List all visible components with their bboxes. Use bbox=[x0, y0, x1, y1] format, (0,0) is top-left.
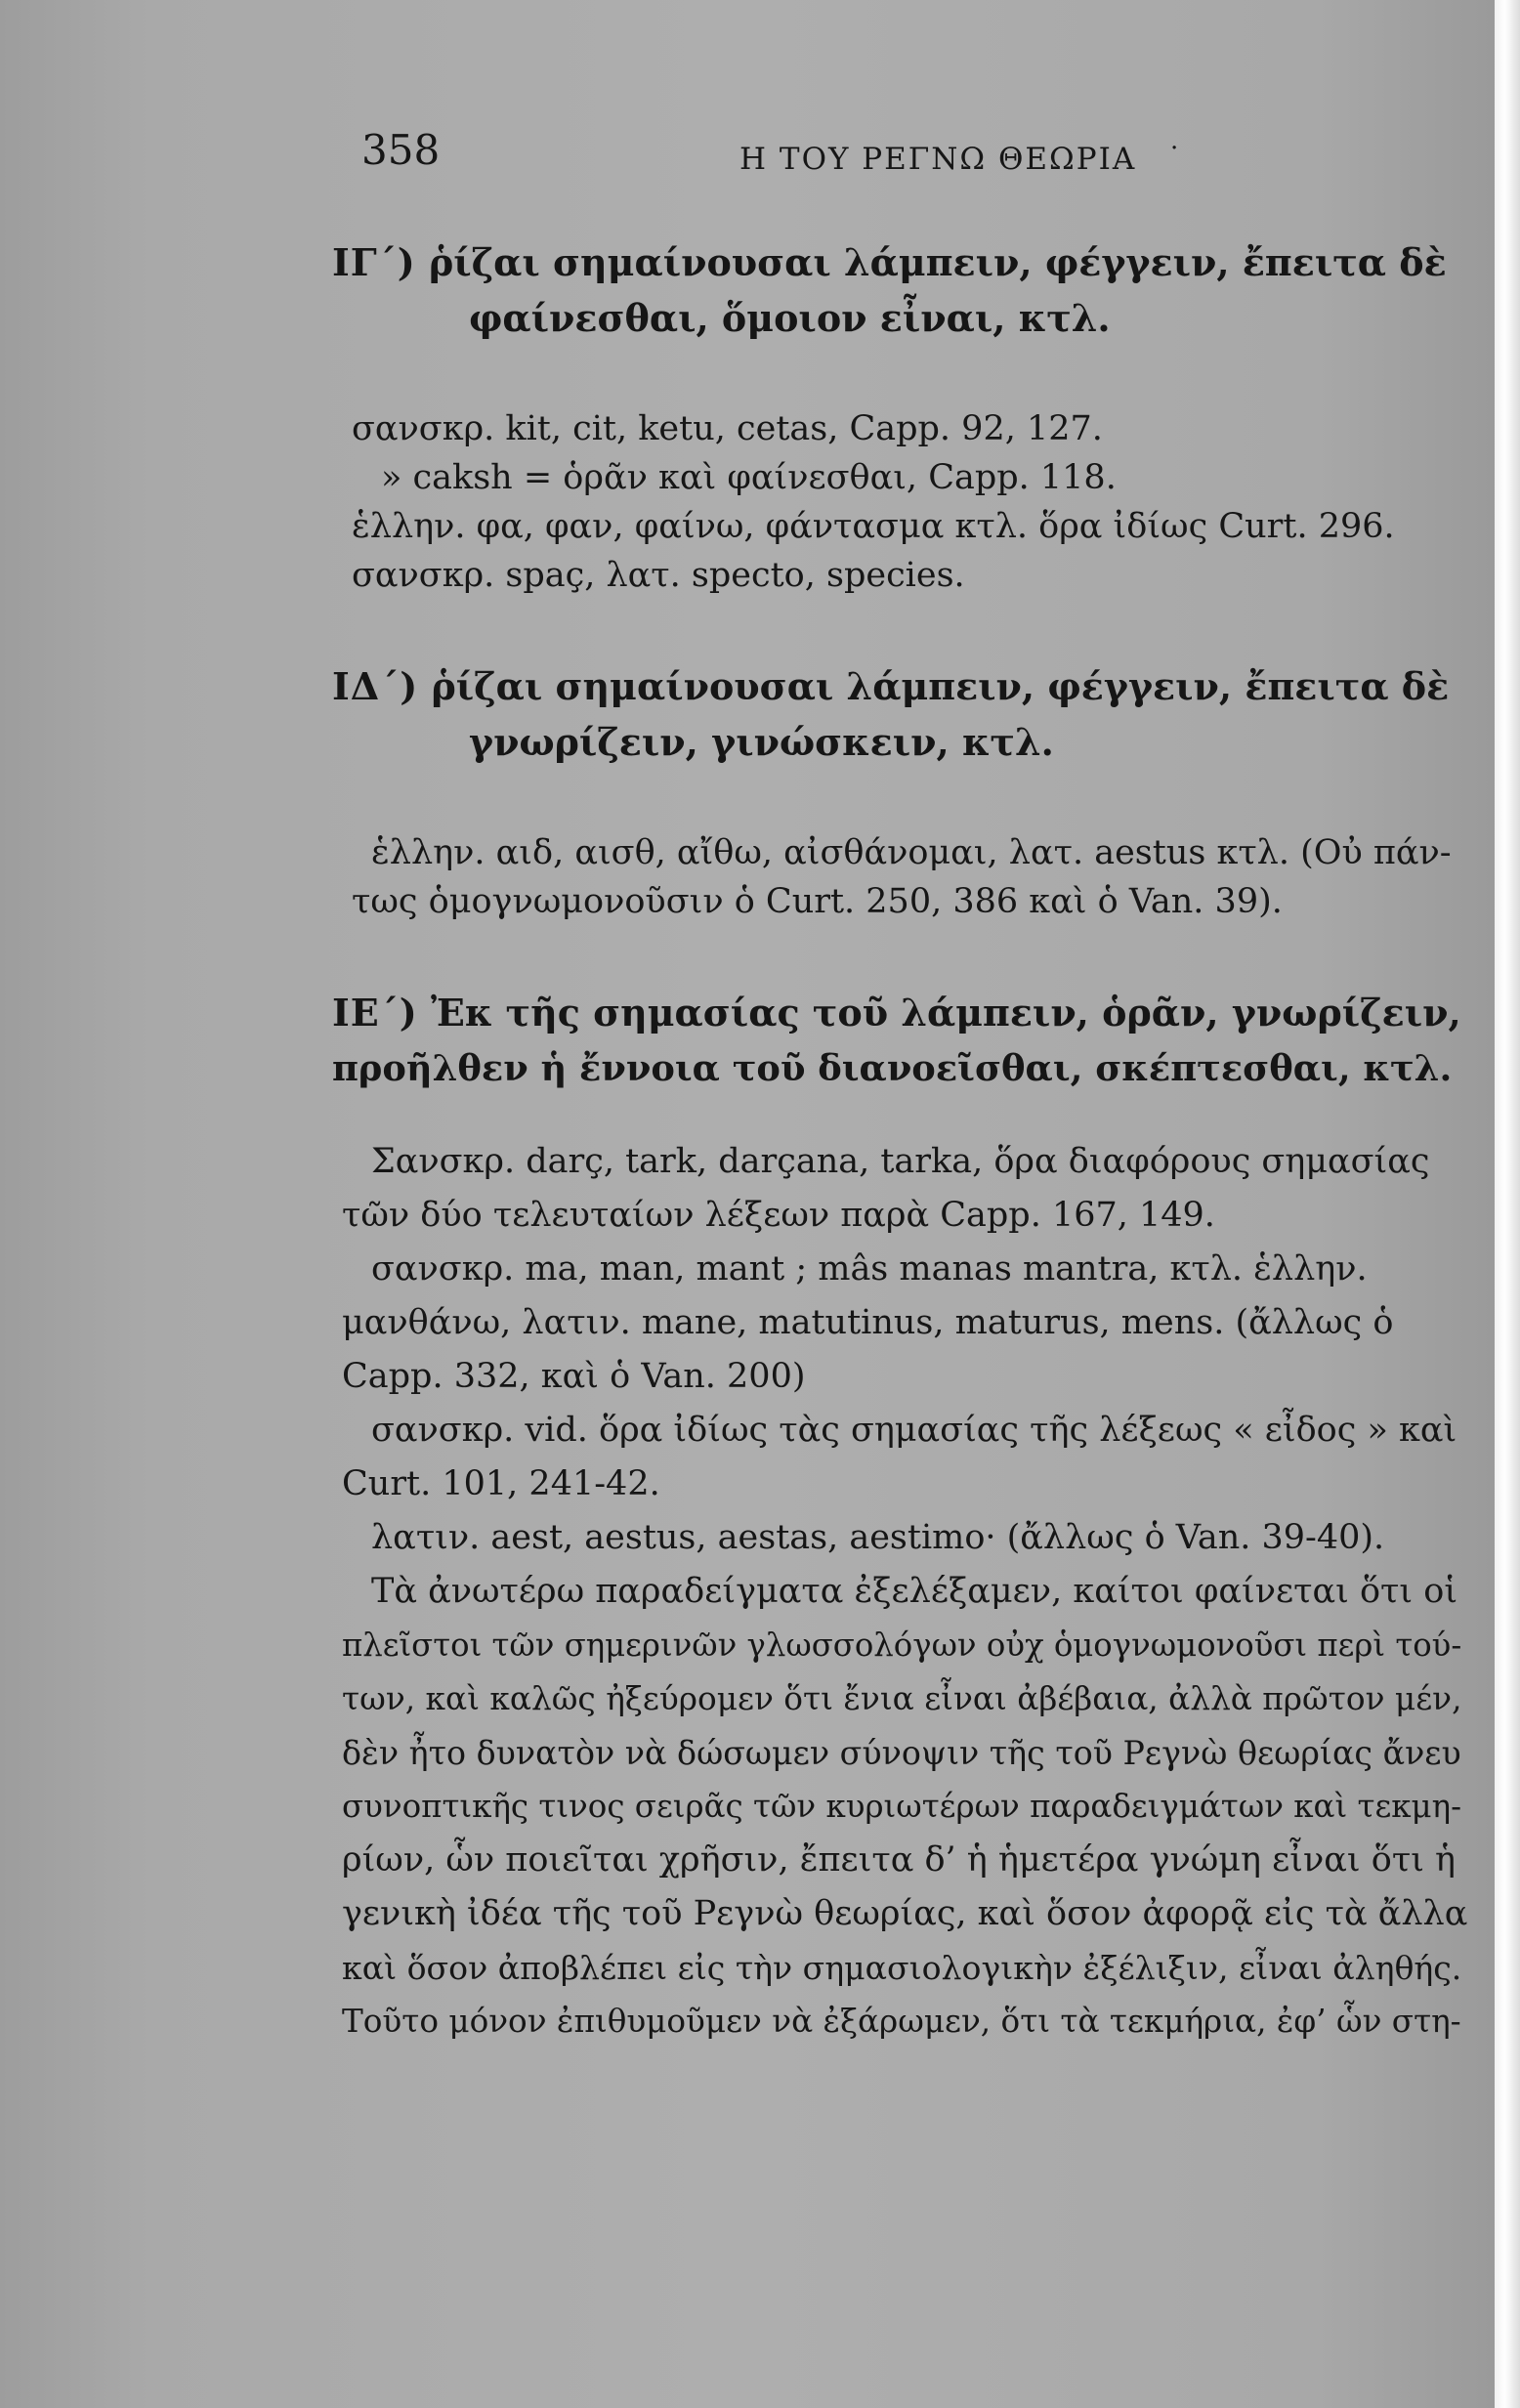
page-body bbox=[332, 234, 1475, 2049]
section-14 bbox=[332, 658, 1475, 926]
body-line: Τὰ ἀνωτέρω παραδείγματα ἐξελέξαμεν, καίτοι φαίνεται ὅτι οἱ bbox=[371, 1572, 1458, 1611]
section-label: ΙΔ΄) bbox=[332, 664, 419, 708]
example-line: ἑλλην. φα, φαν, φαίνω, φάντασμα κτλ. ὅρα ἰδίως Curt. 296. bbox=[352, 507, 1395, 546]
body-line: σανσκρ. ma, man, mant ; mâs manas mantra, κτλ. ἑλλην. bbox=[371, 1249, 1368, 1288]
body-line: ρίων, ὧν ποιεῖται χρῆσιν, ἔπειτα δ’ ἡ ἡμετέρα γνώμη εἶναι ὅτι ἡ bbox=[342, 1840, 1457, 1880]
body-line: Τοῦτο μόνον ἐπιθυμοῦμεν νὰ ἐξάρωμεν, ὅτι τὰ τεκμήρια, ἐφ’ ὧν στη- bbox=[342, 2003, 1461, 2040]
section-13 bbox=[332, 234, 1475, 600]
body-line: γενικὴ ἰδέα τῆς τοῦ Ρεγνὼ θεωρίας, καὶ ὅσον ἀφορᾷ εἰς τὰ ἄλλα bbox=[342, 1894, 1468, 1933]
body-line: σανσκρ. vid. ὅρα ἰδίως τὰς σημασίας τῆς λέξεως « εἶδος » καὶ bbox=[371, 1411, 1457, 1450]
body-line: τῶν δύο τελευταίων λέξεων παρὰ Capp. 167, 149. bbox=[342, 1196, 1215, 1235]
book-spine-edge bbox=[1495, 0, 1520, 2408]
header-mark: · bbox=[1170, 134, 1179, 163]
example-line: ἑλλην. αιδ, αισθ, αἴθω, αἰσθάνομαι, λατ. aestus κτλ. (Οὐ πάν- bbox=[371, 833, 1452, 872]
running-title: Η ΤΟΥ ΡΕΓΝΩ ΘΕΩΡΙΑ bbox=[739, 142, 1137, 177]
example-list bbox=[352, 828, 1475, 926]
section-label: ΙΓ΄) bbox=[332, 240, 416, 284]
page-number: 358 bbox=[361, 126, 441, 174]
body-line: πλεῖστοι τῶν σημερινῶν γλωσσολόγων οὐχ ὁμογνωμονοῦσι περὶ τού- bbox=[342, 1626, 1462, 1664]
body-line: καὶ ὅσον ἀποβλέπει εἰς τὴν σημασιολογικὴν ἐξέλιξιν, εἶναι ἀληθής. bbox=[342, 1949, 1462, 1987]
section-15 bbox=[332, 985, 1475, 2049]
body-line: λατιν. aest, aestus, aestas, aestimo· (ἄλλως ὁ Van. 39-40). bbox=[371, 1518, 1385, 1557]
heading-line: Ἐκ τῆς σημασίας τοῦ λάμπειν, ὁρᾶν, γνωρίζειν, bbox=[430, 991, 1461, 1035]
page-header bbox=[0, 122, 1495, 190]
body-line: Σανσκρ. darç, tark, darçana, tarka, ὅρα διαφόρους σημασίας bbox=[371, 1142, 1430, 1181]
heading-line: φαίνεσθαι, ὅμοιον εἶναι, κτλ. bbox=[469, 296, 1111, 340]
heading-line: προῆλθεν ἡ ἔννοια τοῦ διανοεῖσθαι, σκέπτεσθαι, κτλ. bbox=[332, 1046, 1453, 1089]
section-body bbox=[342, 1135, 1475, 2049]
example-line: σανσκρ. kit, cit, ketu, cetas, Capp. 92, 127. bbox=[352, 409, 1103, 448]
body-line: μανθάνω, λατιν. mane, matutinus, maturus, mens. (ἄλλως ὁ bbox=[342, 1303, 1394, 1342]
section-heading bbox=[332, 985, 1475, 1096]
body-line: των, καὶ καλῶς ἠξεύρομεν ὅτι ἔνια εἶναι ἀβέβαια, ἀλλὰ πρῶτον μέν, bbox=[342, 1680, 1462, 1717]
heading-line: ῥίζαι σημαίνουσαι λάμπειν, φέγγειν, ἔπειτα δὲ bbox=[428, 240, 1447, 284]
body-line: συνοπτικῆς τινος σειρᾶς τῶν κυριωτέρων παραδειγμάτων καὶ τεκμη- bbox=[342, 1788, 1462, 1825]
example-line: σανσκρ. spaç, λατ. specto, species. bbox=[352, 556, 965, 595]
body-line: Capp. 332, καὶ ὁ Van. 200) bbox=[342, 1357, 806, 1396]
example-line: » caksh = ὁρᾶν καὶ φαίνεσθαι, Capp. 118. bbox=[381, 458, 1117, 497]
heading-line: ῥίζαι σημαίνουσαι λάμπειν, φέγγειν, ἔπειτα δὲ bbox=[431, 664, 1450, 708]
heading-line: γνωρίζειν, γινώσκειν, κτλ. bbox=[469, 720, 1054, 764]
example-line: τως ὁμογνωμονοῦσιν ὁ Curt. 250, 386 καὶ ὁ Van. 39). bbox=[352, 882, 1283, 921]
section-heading bbox=[332, 658, 1475, 770]
body-line: δὲν ἦτο δυνατὸν νὰ δώσωμεν σύνοψιν τῆς τοῦ Ρεγνὼ θεωρίας ἄνευ bbox=[342, 1734, 1461, 1772]
section-heading bbox=[332, 234, 1475, 346]
section-label: ΙΕ΄) bbox=[332, 991, 418, 1035]
body-line: Curt. 101, 241-42. bbox=[342, 1464, 660, 1503]
example-list bbox=[352, 404, 1475, 600]
